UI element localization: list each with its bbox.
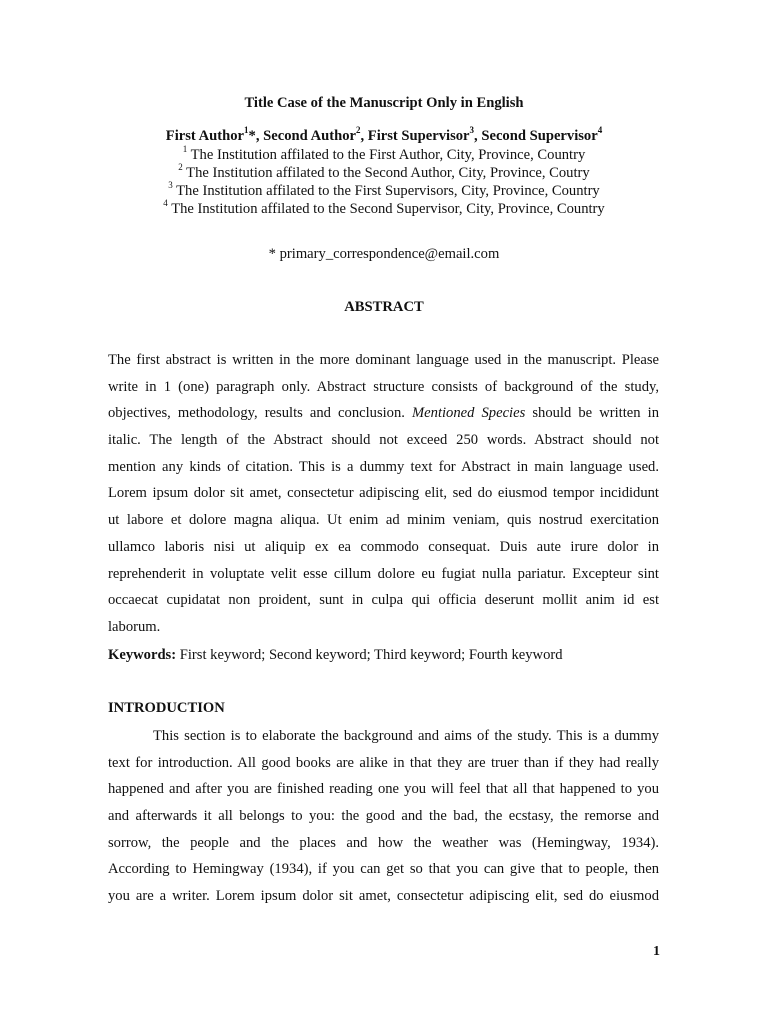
abstract-paragraph	[108, 347, 659, 641]
introduction-heading: INTRODUCTION	[108, 700, 225, 716]
italic-species-name: Mentioned Species	[412, 405, 526, 422]
abstract-line: laborum.	[108, 618, 161, 635]
affiliation-2: $^2$ The Institution affilated to the Second Author, City, Province, Coutry	[178, 162, 590, 181]
introduction-line: sorrow, the people and the places and how the weather was (Hemingway, 1934).	[108, 834, 659, 851]
introduction-paragraph	[108, 723, 659, 910]
abstract-line: reprehenderit in voluptate velit esse cillum dolore eu fugiat nulla pariatur. Excepteur sint	[108, 565, 659, 582]
introduction-line: text for introduction. All good books are alike in that they are truer than if they had really	[108, 754, 659, 771]
abstract-line: ullamco laboris nisi ut aliquip ex ea commodo consequat. Duis aute irure dolor in	[108, 538, 659, 555]
introduction-line: happened and after you are finished reading one you will feel that all that happened to you	[108, 781, 659, 798]
author-list	[0, 127, 768, 145]
abstract-line: Lorem ipsum dolor sit amet, consectetur adipiscing elit, sed do eiusmod tempor incididunt	[108, 485, 659, 502]
affiliation-3: $^3$ The Institution affilated to the First Supervisors, City, Province, Country	[168, 180, 600, 199]
introduction-line: According to Hemingway (1934), if you can get so that you can give that to people, then	[108, 861, 659, 878]
abstract-line: The first abstract is written in the more dominant language used in the manuscript. Please	[108, 352, 659, 368]
abstract-line: italic. The length of the Abstract should not exceed 250 words. Abstract should not	[108, 432, 659, 449]
abstract-line: occaecat cupidatat non proident, sunt in culpa qui officia deserunt mollit anim id est	[108, 592, 659, 609]
abstract-line: ut labore et dolore magna aliqua. Ut enim ad minim veniam, quis nostrud exercitation	[108, 512, 659, 529]
abstract-line: mention any kinds of citation. This is a dummy text for Abstract in main language used.	[108, 458, 659, 475]
introduction-line: and afterwards it all belongs to you: the good and the bad, the ecstasy, the remorse and	[108, 808, 659, 825]
author-2: Second Author$^2$,	[263, 125, 368, 144]
author-1: First Author$^1$*,	[165, 125, 264, 144]
keywords-line	[108, 646, 563, 664]
manuscript-title: Title Case of the Manuscript Only in English	[244, 95, 524, 111]
author-4: Second Supervisor$^4$	[481, 125, 603, 144]
abstract-line: objectives, methodology, results and conclusion. Mentioned Species should be written in	[108, 405, 660, 422]
keywords-label: Keywords:	[108, 647, 177, 663]
affiliation-1: $^1$ The Institution affilated to the First Author, City, Province, Country	[182, 144, 586, 163]
page-number: 1	[653, 944, 660, 959]
author-3: First Supervisor$^3$,	[367, 125, 482, 144]
keywords-text: First keyword; Second keyword; Third keyword; Fourth keyword	[176, 647, 563, 663]
affiliation-4: $^4$ The Institution affilated to the Second Supervisor, City, Province, Country	[163, 198, 605, 217]
introduction-line: This section is to elaborate the background and aims of the study. This is a dummy	[153, 728, 659, 744]
correspondence-email: * primary_correspondence@email.com	[268, 246, 500, 262]
introduction-line: you are a writer. Lorem ipsum dolor sit amet, consectetur adipiscing elit, sed do eiusmod	[108, 888, 659, 905]
abstract-line: write in 1 (one) paragraph only. Abstract structure consists of background of the study,	[108, 378, 659, 395]
abstract-heading: ABSTRACT	[344, 299, 424, 315]
